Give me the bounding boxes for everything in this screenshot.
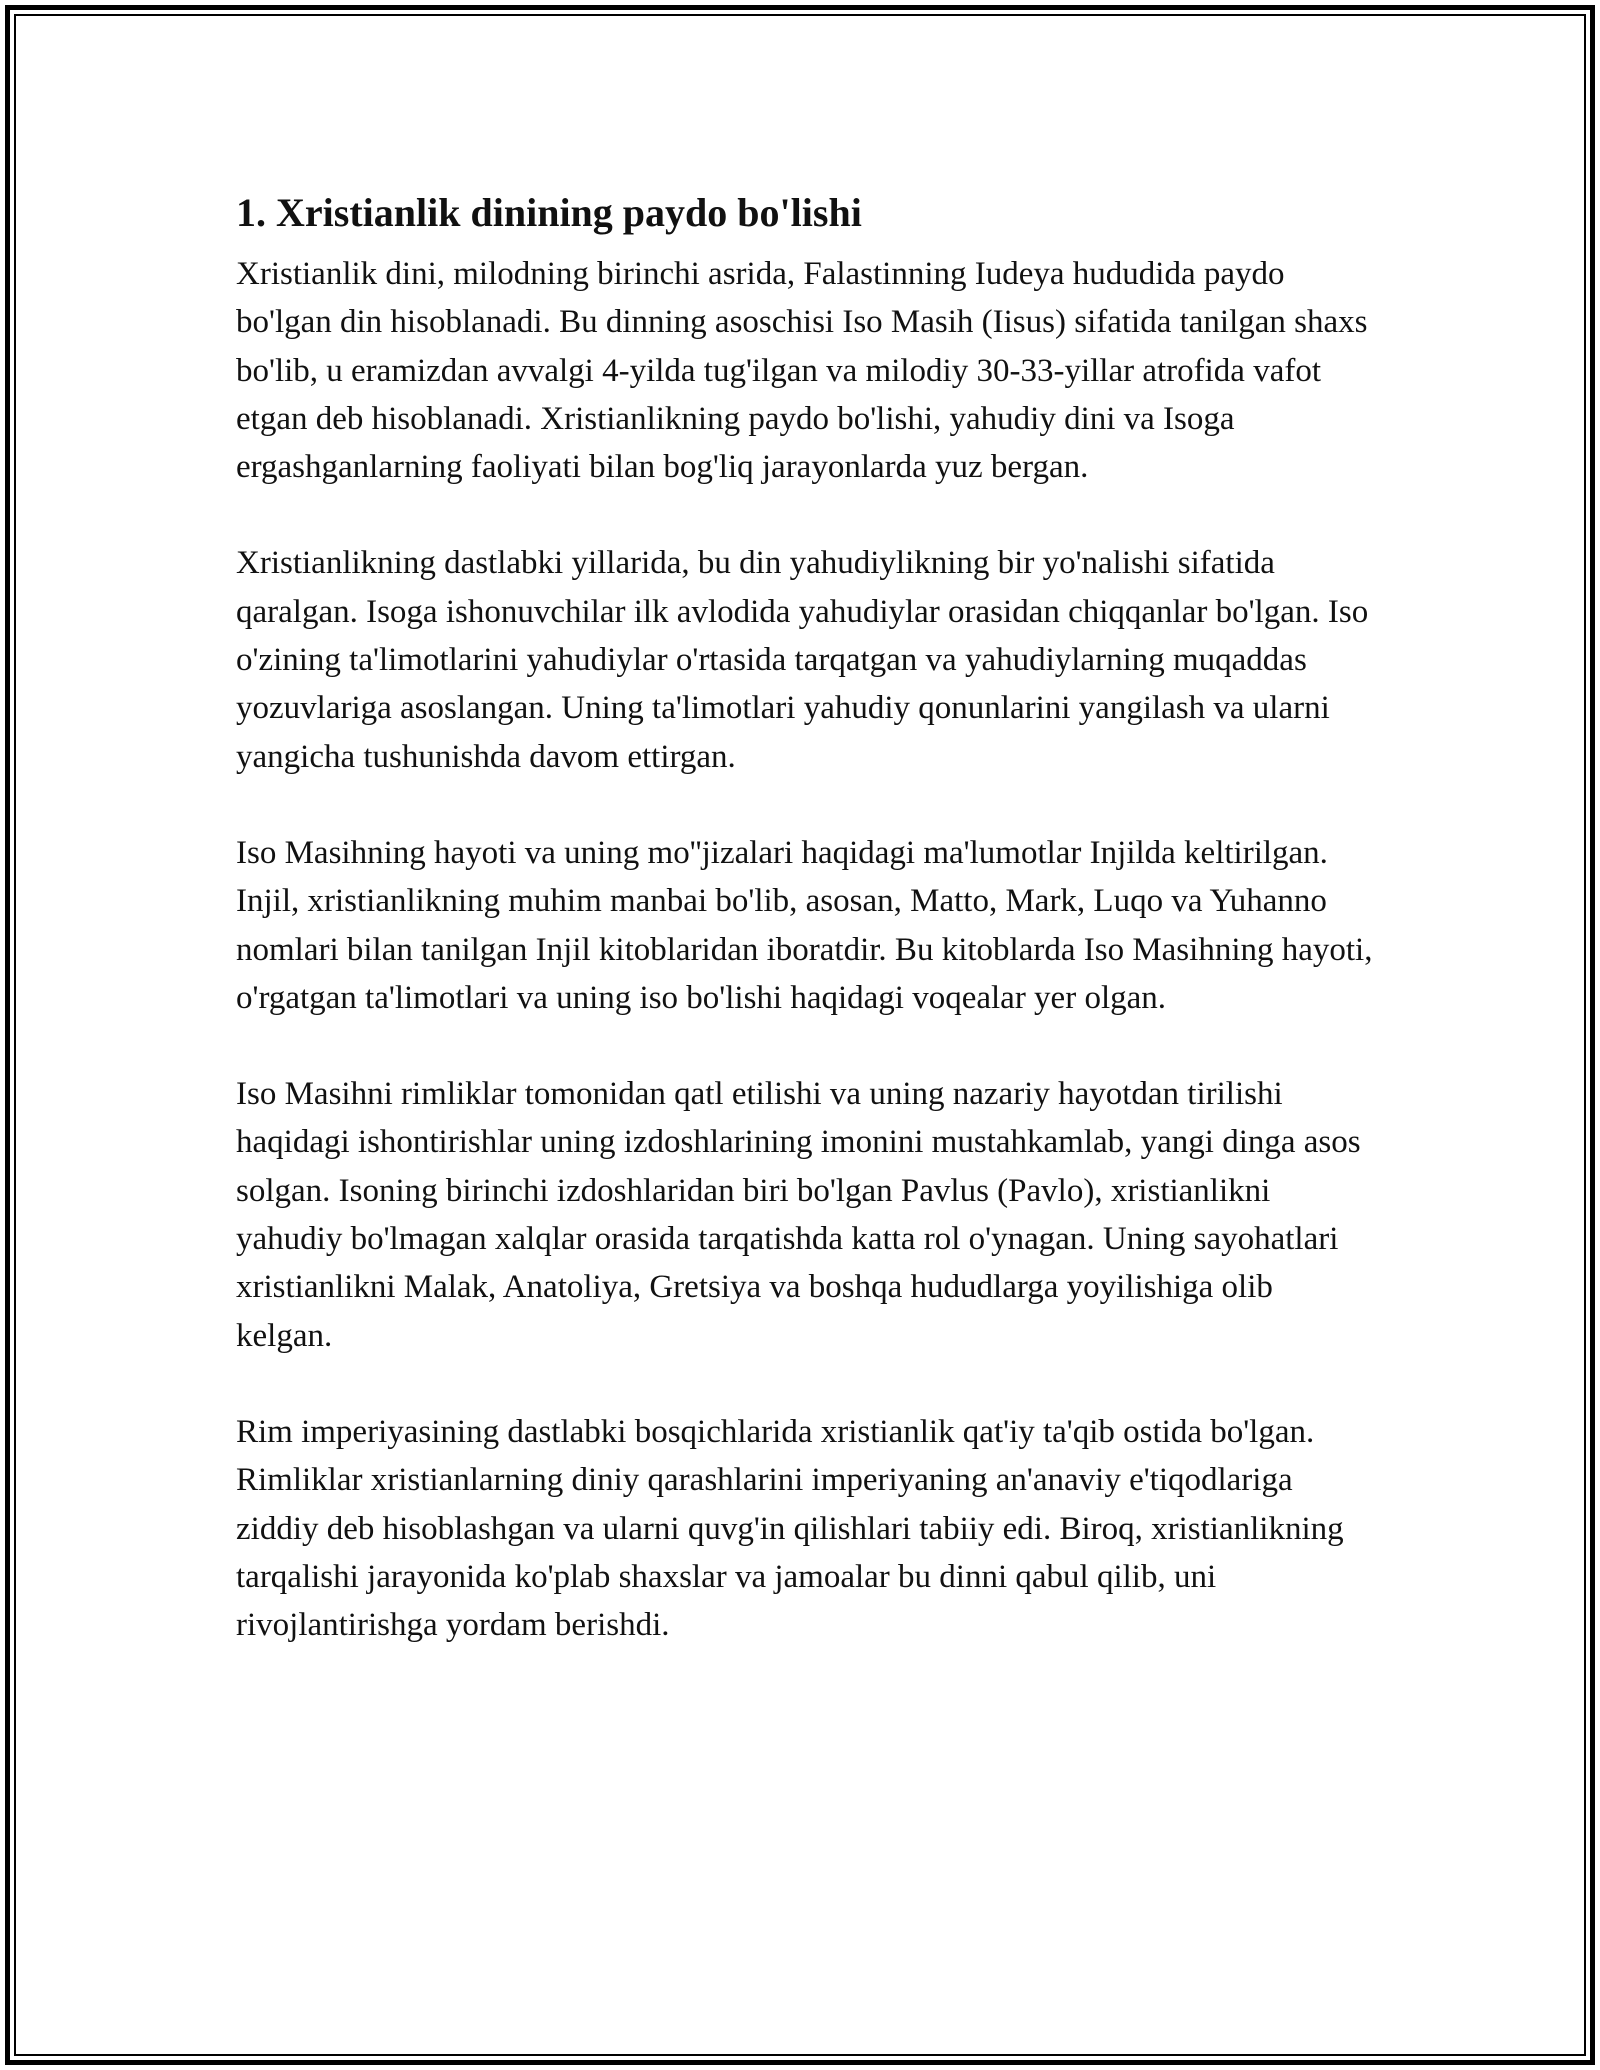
paragraph-3: Iso Masihning hayoti va uning mo''jizalari haqidagi ma'lumotlar Injilda keltirilgan. Injil, xristianlikning muhim manbai bo'lib, asosan, Matto, Mark, Luqo va Yuhanno nomlari bilan tanilgan Injil kitoblaridan iboratdir. Bu kitoblarda Iso Masihning hayoti, o'rgatgan ta'limotlari va uning iso bo'lishi haqidagi voqealar yer olgan. — [236, 834, 1373, 1016]
paragraph-2: Xristianlikning dastlabki yillarida, bu din yahudiylikning bir yo'nalishi sifatida qaralgan. Isoga ishonuvchilar ilk avlodida yahudiylar orasidan chiqqanlar bo'lgan. Iso o'zining ta'limotlarini yahudiylar o'rtasida tarqatgan va yahudiylarning muqaddas yozuvlariga asoslangan. Uning ta'limotlari yahudiy qonunlarini yangilash va ularni yangicha tushunishda davom ettirgan. — [236, 545, 1369, 775]
paragraph-5: Rim imperiyasining dastlabki bosqichlarida xristianlik qat'iy ta'qib ostida bo'lgan. Rimliklar xristianlarning diniy qarashlarini imperiyaning an'anaviy e'tiqodlariga ziddiy deb hisoblashgan va ularni quvg'in qilishlari tabiiy edi. Biroq, xristianlikning tarqalishi jarayonida ko'plab shaxslar va jamoalar bu dinni qabul qilib, uni rivojlantirishga yordam berishdi. — [236, 1413, 1344, 1644]
document-body — [236, 186, 1376, 1697]
paragraph-4: Iso Masihni rimliklar tomonidan qatl etilishi va uning nazariy hayotdan tirilishi haqidagi ishontirishlar uning izdoshlarining imonini mustahkamlab, yangi dinga asos solgan. Isoning birinchi izdoshlaridan biri bo'lgan Pavlus (Pavlo), xristianlikni yahudiy bo'lmagan xalqlar orasida tarqatishda katta rol o'ynagan. Uning sayohatlari xristianlikni Malak, Anatoliya, Gretsiya va boshqa hududlarga yoyilishiga olib kelgan. — [236, 1076, 1361, 1354]
paragraph-1: Xristianlik dini, milodning birinchi asrida, Falastinning Iudeya hududida paydo bo'lgan din hisoblanadi. Bu dinning asoschisi Iso Masih (Iisus) sifatida tanilgan shaxs bo'lib, u eramizdan avvalgi 4-yilda tug'ilgan va milodiy 30-33-yillar atrofida vafot etgan deb hisoblanadi. Xristianlikning paydo bo'lishi, yahudiy dini va Isoga ergashganlarning faoliyati bilan bog'liq jarayonlarda yuz bergan. — [236, 256, 1368, 486]
document-title: 1. Xristianlik dinining paydo bo'lishi — [236, 190, 862, 235]
